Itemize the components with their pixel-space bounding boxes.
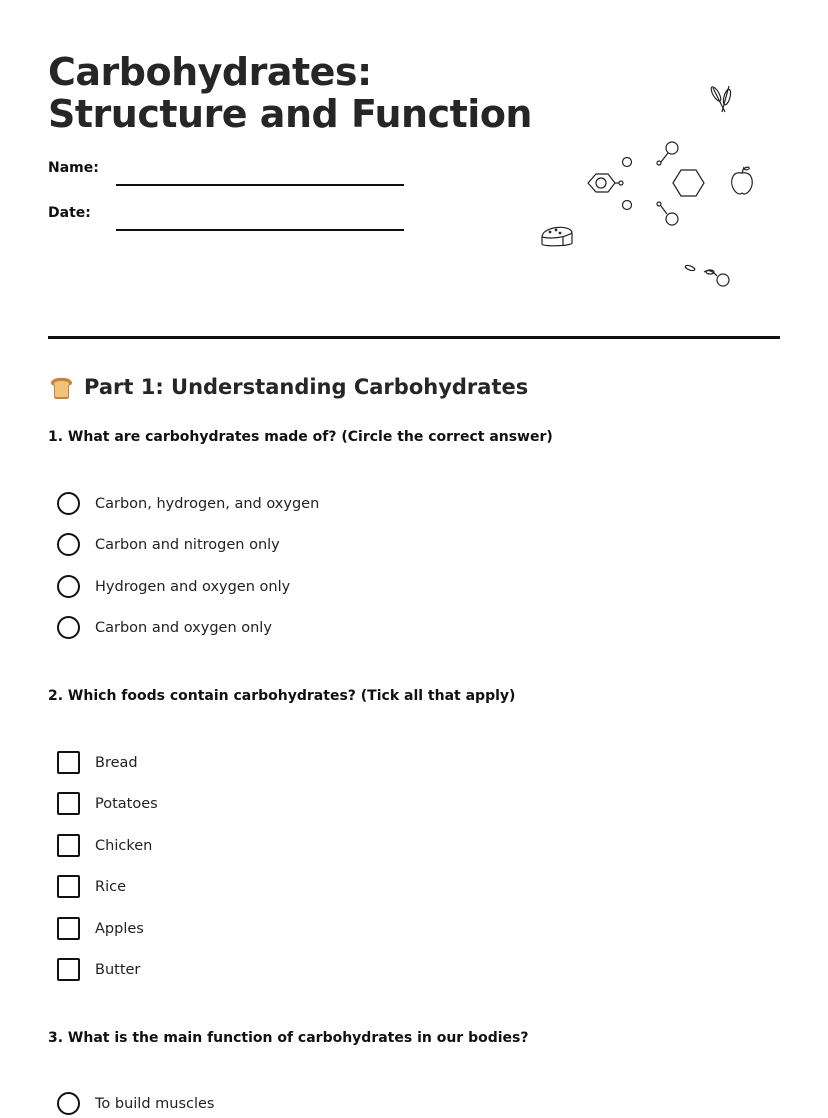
header-divider [48,336,780,339]
q1-option[interactable] [57,533,280,556]
option-label: Chicken [95,837,153,854]
name-line[interactable] [116,183,404,186]
q3-option[interactable] [57,1092,214,1115]
page-title [48,51,532,135]
q2-option[interactable] [57,917,144,940]
name-field[interactable] [48,160,404,176]
option-label: Apples [95,920,144,937]
name-label: Name: [48,160,99,176]
radio-circle[interactable] [57,616,80,639]
hexagon-ring-icon [673,170,704,196]
atom-icon [623,201,632,210]
option-label: Bread [95,754,138,771]
option-label: Carbon and oxygen only [95,619,272,636]
radio-circle[interactable] [57,1092,80,1115]
q2-option[interactable] [57,958,140,981]
question-3: 3. What is the main function of carbohydrates in our bodies? [48,1030,529,1046]
benzene-ring-icon [588,174,623,192]
q1-option[interactable] [57,492,319,515]
q1-option[interactable] [57,616,272,639]
question-1: 1. What are carbohydrates made of? (Circle the correct answer) [48,429,553,445]
title-line-2: Structure and Function [48,92,532,136]
radio-circle[interactable] [57,492,80,515]
wheat-icon [709,86,732,112]
checkbox[interactable] [57,751,80,774]
leaf-icon [685,264,729,286]
q2-option[interactable] [57,834,152,857]
molecule-icon [657,142,678,165]
bread-icon [48,373,75,400]
radio-circle[interactable] [57,533,80,556]
checkbox[interactable] [57,958,80,981]
bread-icon [542,227,572,246]
carbohydrate-illustration [530,70,790,310]
option-label: Potatoes [95,795,158,812]
molecule-icon [657,202,678,225]
q2-option[interactable] [57,751,138,774]
checkbox[interactable] [57,834,80,857]
option-label: Carbon, hydrogen, and oxygen [95,495,320,512]
option-label: To build muscles [95,1095,215,1112]
checkbox[interactable] [57,917,80,940]
part1-heading [48,373,528,400]
date-line[interactable] [116,228,404,231]
checkbox[interactable] [57,875,80,898]
date-field[interactable] [48,205,404,221]
option-label: Carbon and nitrogen only [95,536,280,553]
q2-option[interactable] [57,792,158,815]
q1-option[interactable] [57,575,290,598]
q2-option[interactable] [57,875,126,898]
part1-heading-text: Part 1: Understanding Carbohydrates [84,374,529,399]
checkbox[interactable] [57,792,80,815]
apple-icon [732,167,753,194]
radio-circle[interactable] [57,575,80,598]
date-label: Date: [48,205,91,221]
title-line-1: Carbohydrates: [48,50,372,94]
option-label: Rice [95,878,126,895]
atom-icon [623,158,632,167]
question-2: 2. Which foods contain carbohydrates? (Tick all that apply) [48,688,516,704]
option-label: Butter [95,961,141,978]
option-label: Hydrogen and oxygen only [95,578,291,595]
